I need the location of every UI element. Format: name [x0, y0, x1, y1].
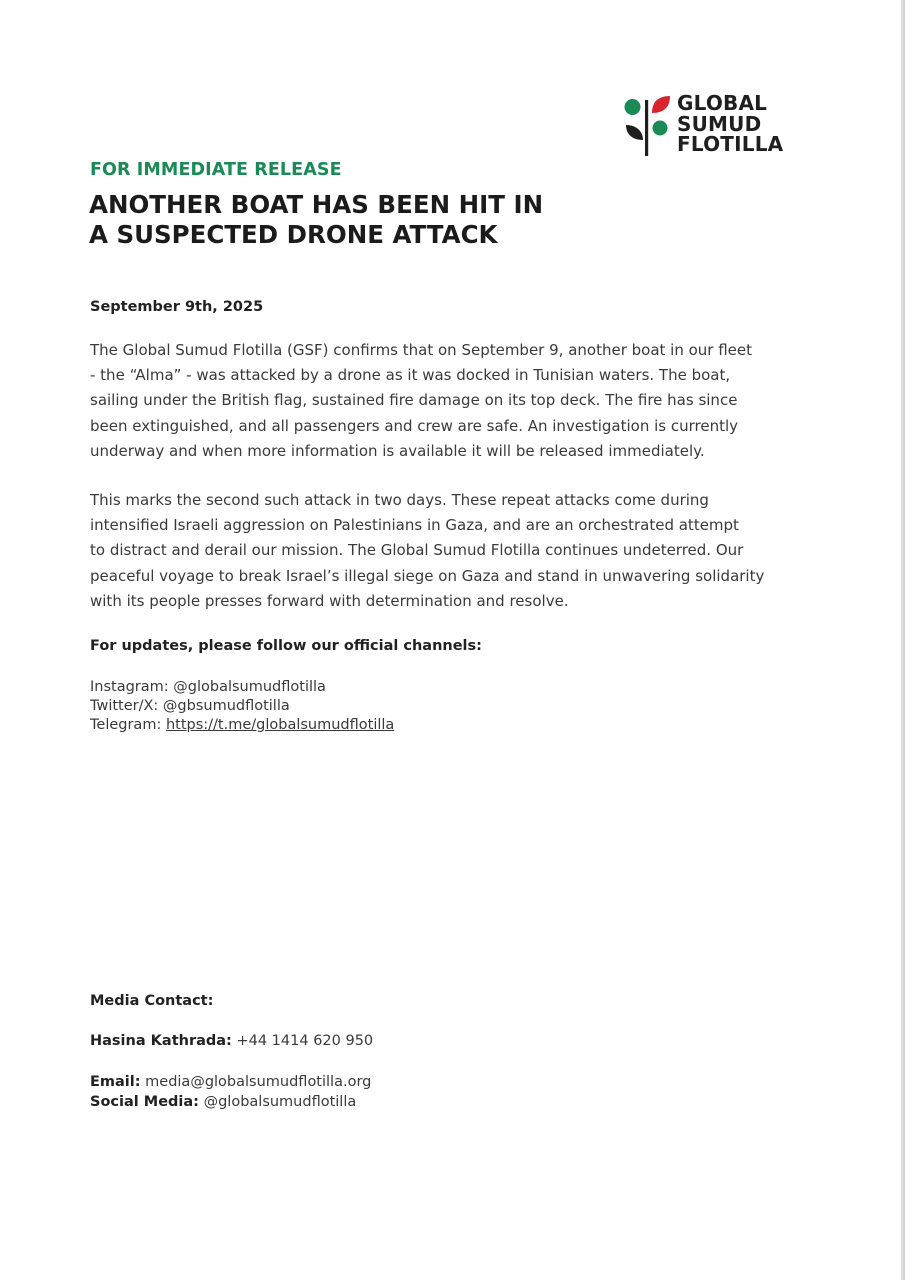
- contact-phone: +44 1414 620 950: [236, 1033, 374, 1049]
- channel-twitter: [90, 697, 394, 716]
- channel-instagram: [90, 678, 394, 697]
- email-address: media@globalsumudflotilla.org: [145, 1074, 372, 1090]
- paragraph-incident: [90, 338, 850, 464]
- instagram-handle: @globalsumudflotilla: [173, 679, 326, 695]
- logo-line-sumud: SUMUD: [677, 111, 762, 136]
- channel-telegram: [90, 716, 394, 735]
- paragraph-line: to distract and derail our mission. The Global Sumud Flotilla continues undeterred. Our: [90, 541, 744, 560]
- logo-line-global: GLOBAL: [677, 91, 768, 115]
- paragraph-line: been extinguished, and all passengers and crew are safe. An investigation is currently: [90, 416, 739, 435]
- email-label: Email:: [90, 1074, 141, 1090]
- updates-heading: For updates, please follow our official channels:: [90, 638, 482, 654]
- contact-name: Hasina Kathrada:: [90, 1033, 232, 1049]
- channel-label: Instagram:: [90, 679, 169, 695]
- paragraph-line: underway and when more information is available it will be released immediately.: [90, 441, 705, 460]
- media-contact-social: [90, 1093, 356, 1113]
- paragraph-line: with its people presses forward with determination and resolve.: [90, 591, 569, 610]
- logo-wordmark: [677, 93, 783, 155]
- headline-line-1: ANOTHER BOAT HAS BEEN HIT IN: [89, 190, 544, 219]
- paragraph-statement: [90, 488, 850, 614]
- release-kicker: FOR IMMEDIATE RELEASE: [90, 160, 342, 180]
- paragraph-line: This marks the second such attack in two days. These repeat attacks come during: [90, 491, 709, 509]
- social-handle: @globalsumudflotilla: [203, 1094, 357, 1110]
- paragraph-line: - the “Alma” - was attacked by a drone as it was docked in Tunisian waters. The boat,: [90, 366, 731, 385]
- headline-line-2: A SUSPECTED DRONE ATTACK: [89, 220, 498, 249]
- paragraph-line: peaceful voyage to break Israel’s illegal siege on Gaza and stand in unwavering solidarity: [90, 566, 765, 585]
- paragraph-line: The Global Sumud Flotilla (GSF) confirms that on September 9, another boat in our fleet: [90, 341, 753, 359]
- social-label: Social Media:: [90, 1094, 199, 1110]
- paragraph-line: intensified Israeli aggression on Palestinians in Gaza, and are an orchestrated attempt: [90, 516, 739, 535]
- twitter-handle: @gbsumudflotilla: [162, 698, 290, 714]
- official-channels-list: [90, 678, 394, 735]
- channel-label: Twitter/X:: [90, 698, 159, 714]
- press-release-headline: [89, 190, 629, 250]
- global-sumud-flotilla-logo: [622, 92, 822, 158]
- paragraph-line: sailing under the British flag, sustained fire damage on its top deck. The fire has since: [90, 391, 738, 410]
- logo-line-flotilla: FLOTILLA: [677, 132, 784, 156]
- release-date: September 9th, 2025: [90, 299, 264, 315]
- page-edge-shadow: [901, 0, 905, 1280]
- media-contact-heading: Media Contact:: [90, 993, 214, 1009]
- flotilla-leaf-icon: [622, 92, 674, 158]
- telegram-link[interactable]: https://t.me/globalsumudflotilla: [165, 717, 395, 733]
- media-contact-person: [90, 1032, 373, 1052]
- media-contact-email: [90, 1073, 371, 1093]
- channel-label: Telegram:: [90, 717, 162, 733]
